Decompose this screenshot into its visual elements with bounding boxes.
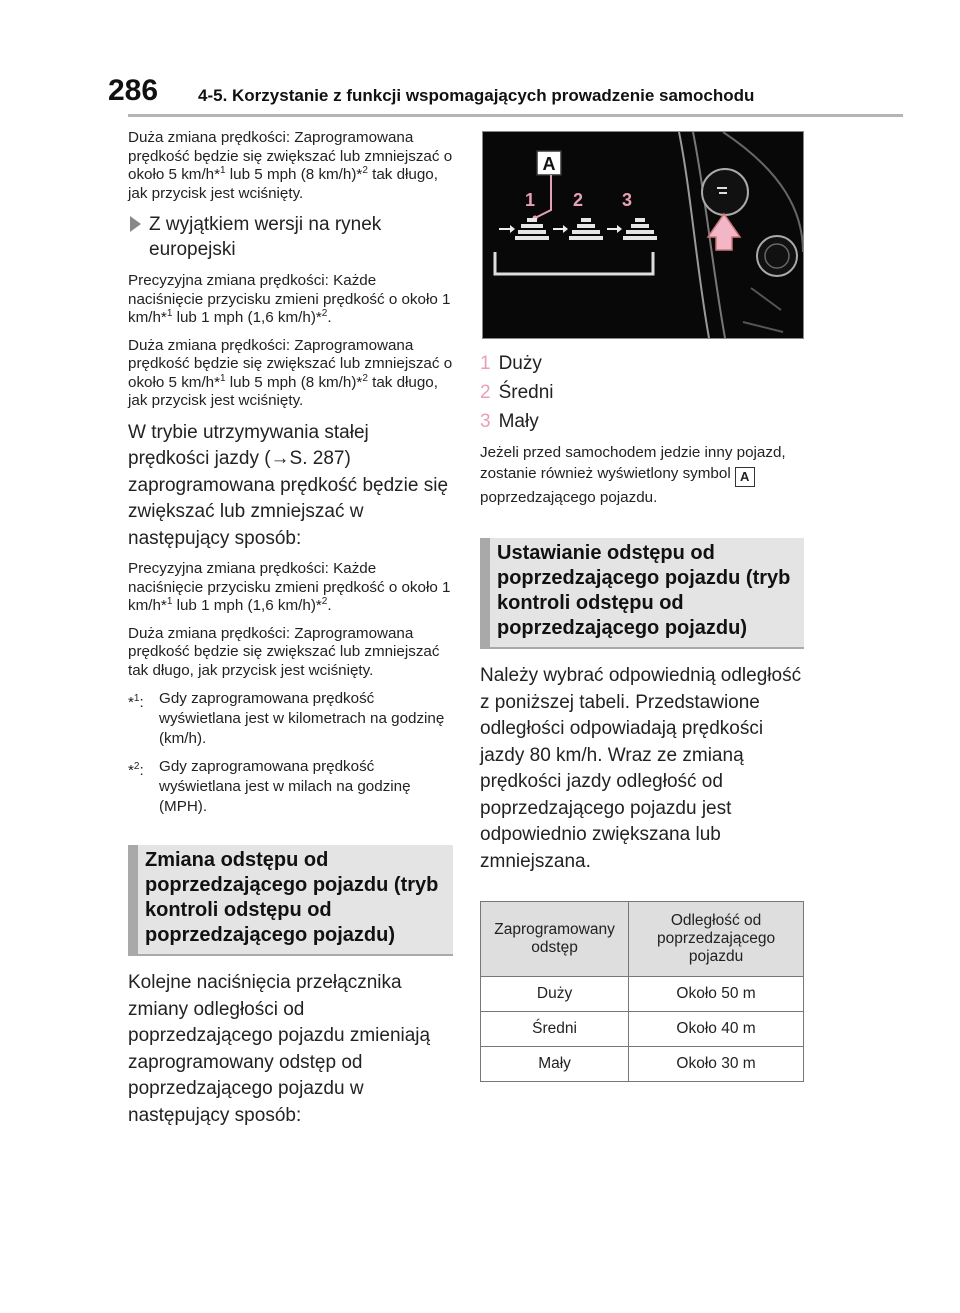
label-3-text: 3	[622, 190, 633, 210]
label-a-text: A	[542, 154, 556, 174]
table-row	[481, 1012, 804, 1047]
list-item: 3 Mały	[480, 411, 539, 432]
distance-options-list	[480, 349, 804, 436]
bullet-except-europe: Z wyjątkiem wersji na rynek europejski	[128, 212, 453, 262]
paragraph-preceding-vehicle-note: Jeżeli przed samochodem jedzie inny pojazd, zostanie również wyświetlony symbol Apoprzedzającego pojazdu.	[480, 444, 786, 506]
footnote-2: *$^2$: Gdy zaprogramowana prędkość wyświetlana jest w milach na godzinę (MPH).	[128, 758, 411, 815]
press-arrow-icon	[708, 214, 740, 250]
paragraph-select-distance: Należy wybrać odpowiednią odległość z poniższej tabeli. Przedstawione odległości odpowiadają prędkości jazdy 80 km/h. Wraz ze zmianą prędkości jazdy odległość od poprzedzającego pojazdu jest odpowiednio zwiększana lub zmniejszana.	[480, 665, 802, 872]
left-column	[128, 129, 453, 1137]
list-item: 2 Średni	[480, 382, 554, 403]
table-cell: Mały	[481, 1047, 629, 1082]
footnote-1: *$^1$: Gdy zaprogramowana prędkość wyświetlana jest w kilometrach na godzinę (km/h).	[128, 690, 445, 747]
paragraph-distance-switch: Kolejne naciśnięcia przełącznika zmiany odległości od poprzedzającego pojazdu zmieniają zaprogramowany odstęp od poprzedzającego pojazdu w następujący sposób:	[128, 972, 431, 1126]
paragraph-large-change-3: Duża zmiana prędkości: Zaprogramowana prędkość będzie się zwiększać lub zmniejszać tak długo, jak przycisk jest wciśnięty.	[128, 624, 440, 679]
distance-icon-small	[623, 218, 657, 240]
list-item: 1 Duży	[480, 353, 542, 374]
section-heading-set-distance: Ustawianie odstępu od poprzedzającego pojazdu (tryb kontroli odstępu od poprzedzającego pojazdu)	[480, 538, 804, 649]
steering-switch-diagram	[483, 132, 803, 338]
paragraph-large-change-2: Duża zmiana prędkości: Zaprogramowana prędkość będzie się zwiększać lub zmniejszać o około 5 km/h*$^1$ lub 5 mph (8 km/h)*$^2$ tak długo, jak przycisk jest wciśnięty.	[128, 336, 453, 409]
header-rule	[128, 114, 903, 117]
label-2-text: 2	[573, 190, 584, 210]
distance-table	[480, 901, 804, 1082]
chapter-title: 4-5. Korzystanie z funkcji wspomagających prowadzenie samochodu	[198, 86, 755, 105]
vehicle-symbol-badge: A	[735, 467, 755, 487]
distance-display-illustration	[482, 131, 804, 339]
table-cell: Około 30 m	[629, 1047, 804, 1082]
table-row	[481, 1047, 804, 1082]
table-header-cell: Zaprogramowany odstęp	[481, 902, 629, 977]
table-header-cell: Odległość od poprzedzającego pojazdu	[629, 902, 804, 977]
label-1-text: 1	[525, 190, 536, 210]
table-row	[481, 977, 804, 1012]
distance-icon-large	[515, 218, 549, 240]
page-number: 286	[108, 74, 159, 107]
paragraph-large-change-1: Duża zmiana prędkości: Zaprogramowana prędkość będzie się zwiększać lub zmniejszać o około 5 km/h*$^1$ lub 5 mph (8 km/h)*$^2$ tak długo, jak przycisk jest wciśnięty.	[128, 129, 453, 202]
paragraph-fine-change-1: Precyzyjna zmiana prędkości: Każde naciśnięcie przycisku zmieni prędkość o około 1 km/h*$^1$ lub 1 mph (1,6 km/h)*$^2$.	[128, 272, 451, 326]
table-cell: Średni	[481, 1012, 629, 1047]
right-column	[480, 129, 804, 1082]
paragraph-constant-speed-mode: W trybie utrzymywania stałej prędkości jazdy (→S. 287) zaprogramowana prędkość będzie się zwiększać lub zmniejszać w następujący sposób:	[128, 421, 449, 549]
paragraph-fine-change-2: Precyzyjna zmiana prędkości: Każde naciśnięcie przycisku zmieni prędkość o około 1 km/h*$^1$ lub 1 mph (1,6 km/h)*$^2$.	[128, 560, 451, 614]
triangle-bullet-icon	[130, 216, 141, 232]
table-cell: Duży	[481, 977, 629, 1012]
table-cell: Około 50 m	[629, 977, 804, 1012]
table-header-row	[481, 902, 804, 977]
table-cell: Około 40 m	[629, 1012, 804, 1047]
section-heading-change-distance: Zmiana odstępu od poprzedzającego pojazdu (tryb kontroli odstępu od poprzedzającego pojazdu)	[128, 845, 453, 956]
distance-icon-medium	[569, 218, 603, 240]
